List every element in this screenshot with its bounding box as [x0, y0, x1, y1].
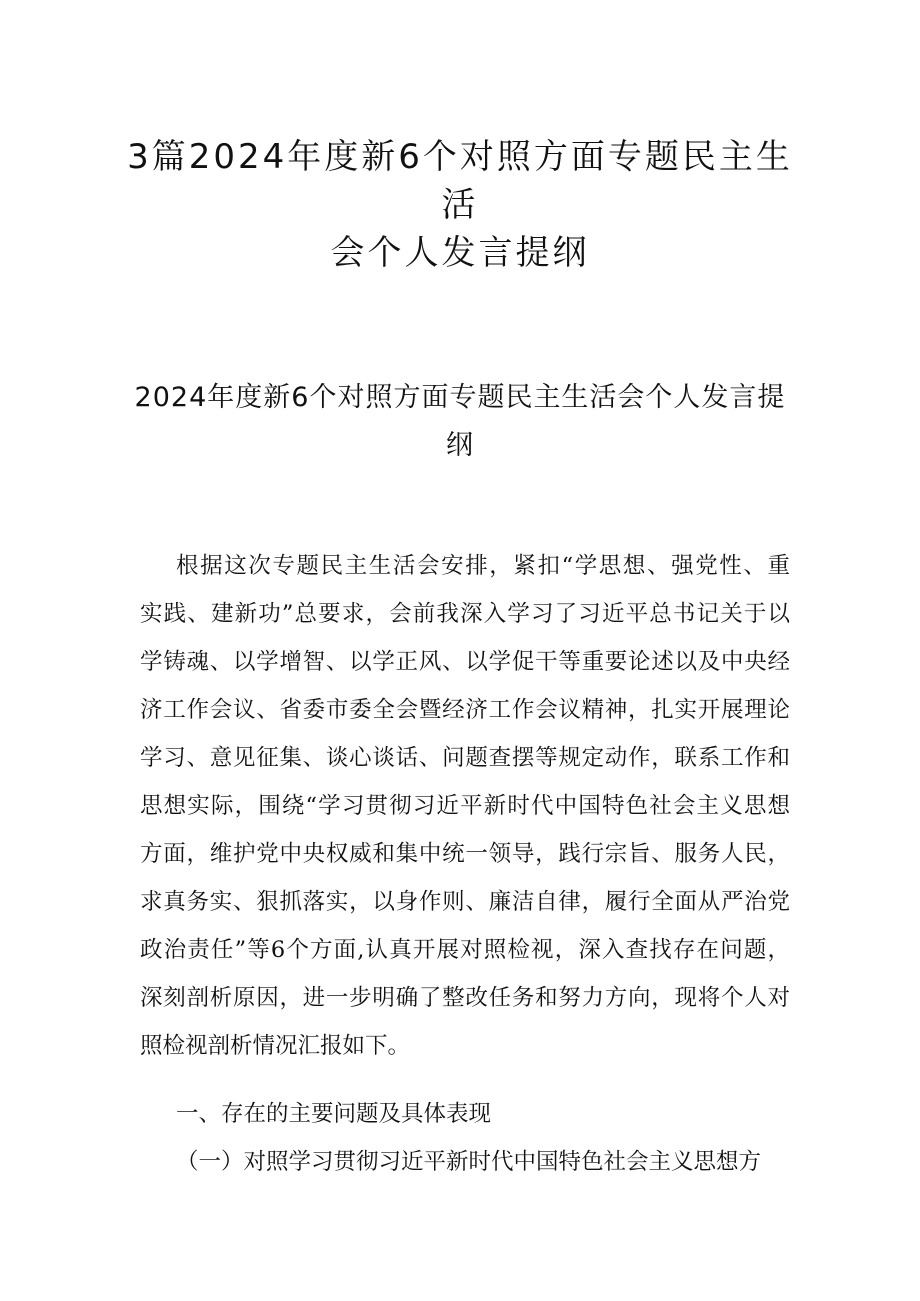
main-title-line-1: 3篇2024年度新6个对照方面专题民主生	[127, 137, 793, 177]
intro-paragraph-line: 深刻剖析原因，进一步明确了整改任务和努力方向，现将个人对	[140, 985, 790, 1011]
sub-title-line-2: 纲	[446, 430, 474, 461]
section-heading: 一、存在的主要问题及具体表现	[176, 1101, 492, 1127]
intro-paragraph-line: 学铸魂、以学增智、以学正风、以学促干等重要论述以及中央经	[140, 649, 790, 675]
intro-paragraph-line: 方面，维护党中央权威和集中统一领导，践行宗旨、服务人民，	[140, 841, 790, 867]
intro-paragraph-line: 实践、建新功”总要求，会前我深入学习了习近平总书记关于以	[140, 601, 790, 627]
subsection-heading: （一）对照学习贯彻习近平新时代中国特色社会主义思想方	[176, 1149, 762, 1175]
intro-paragraph-line: 思想实际，围绕“学习贯彻习近平新时代中国特色社会主义思想	[140, 793, 790, 819]
intro-paragraph-line: 济工作会议、省委市委全会暨经济工作会议精神，扎实开展理论	[140, 697, 790, 723]
intro-paragraph-line: 根据这次专题民主生活会安排，紧扣“学思想、强党性、重	[176, 553, 790, 579]
intro-paragraph-line: 求真务实、狠抓落实，以身作则、廉洁自律，履行全面从严治党	[140, 889, 790, 915]
intro-paragraph-line: 学习、意见征集、谈心谈话、问题查摆等规定动作，联系工作和	[140, 745, 790, 771]
main-title-line-3: 会个人发言提纲	[330, 233, 590, 273]
sub-title-line-1: 2024年度新6个对照方面专题民主生活会个人发言提	[134, 382, 786, 413]
main-title-line-2: 活	[441, 185, 479, 225]
intro-paragraph-line: 政治责任”等6个方面,认真开展对照检视，深入查找存在问题，	[140, 937, 790, 963]
intro-paragraph-line: 照检视剖析情况汇报如下。	[140, 1033, 411, 1059]
